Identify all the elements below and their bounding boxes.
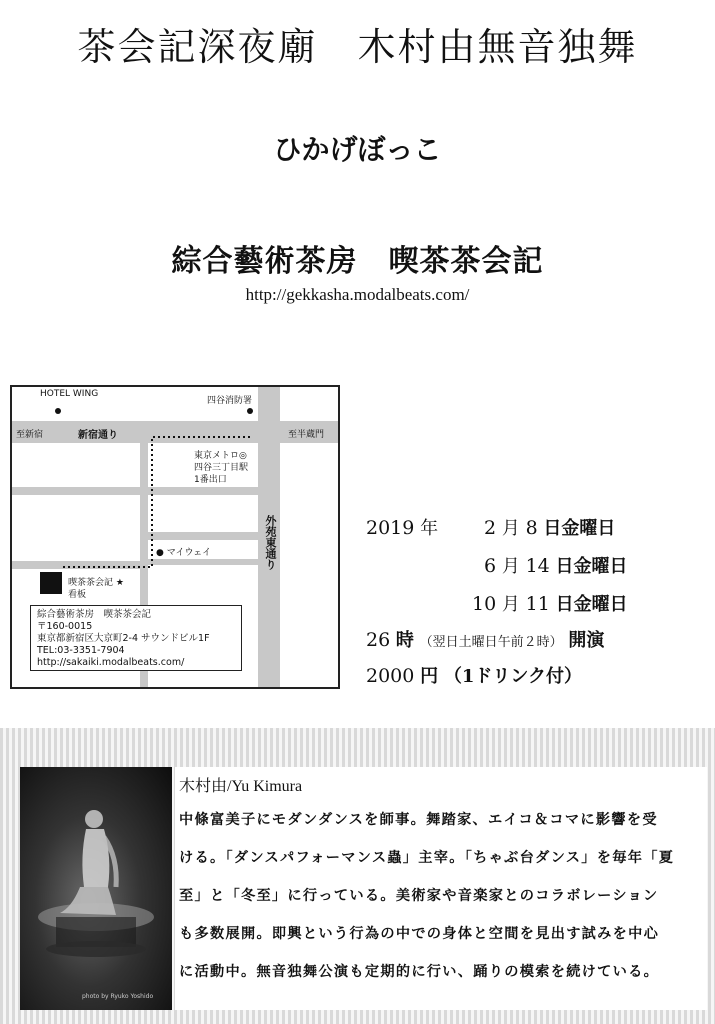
month-unit: 月 — [501, 518, 520, 539]
year-unit: 年 — [420, 518, 439, 539]
address-line: 綜合藝術茶房 喫茶茶会記 — [37, 609, 152, 620]
page-title: 茶会記深夜廟 木村由無音独舞 — [77, 25, 638, 69]
price-note: （1ドリンク付） — [443, 666, 582, 687]
access-map — [10, 385, 340, 689]
price — [366, 662, 582, 688]
weekday: 日金曜日 — [543, 518, 616, 539]
outer-street-label: 外苑東通り — [264, 515, 277, 570]
hotel-label: HOTEL WING — [40, 389, 99, 399]
schedule-row — [366, 514, 438, 540]
start-label: 開演 — [568, 630, 605, 651]
time-note: （翌日土曜日午前２時） — [419, 635, 563, 650]
time: 26 — [366, 629, 391, 651]
day: 11 — [525, 593, 550, 615]
myway-label: ● マイウェイ — [156, 548, 212, 558]
address-line: 東京都新宿区大京町2-4 サウンドビル1F — [37, 633, 210, 644]
side-street — [148, 559, 258, 565]
address-line: 〒160-0015 — [37, 621, 93, 632]
year: 2019 — [366, 517, 415, 539]
side-street — [148, 532, 258, 540]
bio-line: に活動中。無音独舞公演も定期的に行い、踊りの模索を続けている。 — [179, 964, 660, 980]
address-line: TEL:03-3351-7904 — [37, 645, 125, 656]
photo-credit: photo by Ryuko Yoshido — [82, 993, 154, 1000]
bio-text-panel — [175, 767, 707, 1010]
day: 8 — [525, 517, 538, 539]
bio-line: 至」と「冬至」に行っている。美術家や音楽家とのコラボレーション — [179, 888, 659, 904]
price-unit: 円 — [420, 666, 439, 687]
street-label: 新宿通り — [78, 430, 118, 441]
metro-station-label: 四谷三丁目駅 — [194, 463, 249, 473]
address-line[interactable]: http://sakaiki.modalbeats.com/ — [37, 657, 185, 668]
fire-station-label: 四谷消防署 — [207, 396, 253, 406]
day: 14 — [525, 555, 550, 577]
venue-name: 綜合藝術茶房 喫茶茶会記 — [171, 244, 544, 279]
cafe-building — [40, 572, 62, 594]
month: 10 — [472, 593, 497, 615]
price-amount: 2000 — [366, 665, 415, 687]
month-unit: 月 — [501, 594, 520, 615]
time-unit: 時 — [395, 630, 414, 651]
hotel-marker — [55, 408, 61, 414]
schedule-date-3 — [472, 590, 628, 616]
month: 2 — [484, 517, 497, 539]
side-street — [148, 487, 258, 495]
address-box — [30, 605, 242, 671]
side-street — [12, 561, 140, 569]
month: 6 — [484, 555, 497, 577]
performer-name: 木村由/Yu Kimura — [179, 778, 303, 795]
performance-title: ひかげぼっこ — [273, 133, 442, 166]
bio-line: も多数展開。即興という行為の中での身体と空間を見出す試みを中心 — [179, 926, 660, 942]
weekday: 日金曜日 — [555, 594, 628, 615]
venue-url[interactable]: http://gekkasha.modalbeats.com/ — [245, 285, 470, 304]
schedule-date-2 — [484, 552, 627, 578]
bio-line: ける。「ダンスパフォーマンス蟲」主宰。「ちゃぶ台ダンス」を毎年「夏 — [179, 850, 675, 866]
to-shinjuku-label: 至新宿 — [16, 430, 44, 440]
metro-exit-label: 1番出口 — [194, 475, 227, 485]
cafe-label: 喫茶茶会記 ★ — [68, 578, 124, 588]
start-time — [366, 626, 604, 652]
metro-label: 東京メトロ◎ — [194, 451, 247, 461]
weekday: 日金曜日 — [555, 556, 628, 577]
dancer-illustration — [20, 767, 172, 1010]
signboard-label: 看板 — [68, 590, 87, 600]
schedule-date-1 — [484, 514, 615, 540]
to-hanzomon-label: 至半蔵門 — [288, 430, 325, 440]
fire-station-marker — [247, 408, 253, 414]
bio-line: 中條富美子にモダンダンスを師事。舞踏家、エイコ＆コマに影響を受 — [179, 812, 658, 828]
performer-photo — [20, 767, 172, 1010]
month-unit: 月 — [501, 556, 520, 577]
side-street — [12, 487, 140, 495]
